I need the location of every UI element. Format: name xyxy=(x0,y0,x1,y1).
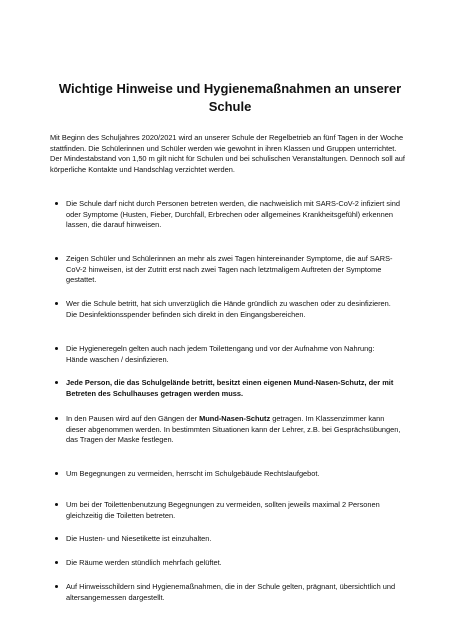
list-item xyxy=(66,344,406,365)
list-item xyxy=(66,500,406,521)
list-item xyxy=(66,469,406,480)
list-item-text-bold: Mund-Nasen-Schutz xyxy=(199,414,271,423)
list-item-text-wrapper xyxy=(66,344,406,365)
list-item-text: Wer die Schule betritt, hat sich unverzüglich die Hände gründlich zu waschen oder zu desinfizieren. xyxy=(66,299,391,308)
list-item-text: Jede Person, die das Schulgelände betritt, besitzt einen eigenen Mund-Nasen-Schutz, der mit Betreten des Schulhauses getragen werden muss. xyxy=(66,378,394,398)
bullet-icon xyxy=(55,472,58,475)
list-item-text: In den Pausen wird auf den Gängen der xyxy=(66,414,200,423)
bullet-icon xyxy=(55,561,58,564)
list-item xyxy=(66,534,406,545)
list-item xyxy=(66,558,406,569)
list-item xyxy=(66,199,406,231)
list-item xyxy=(66,254,406,286)
list-item-text-secondary: Hände waschen / desinfizieren. xyxy=(66,354,169,364)
list-item-text: Auf Hinweisschildern sind Hygienemaßnahmen, die in der Schule gelten, prägnant, übersichtlich und altersangemessen dargestellt. xyxy=(66,582,396,602)
list-item-text: Die Schule darf nicht durch Personen betreten werden, die nachweislich mit SARS-CoV-2 infiziert sind oder Symptome (Husten, Fieber, Durchfall, Erbrechen oder allgemeines Krankheitsgefühl) erkennen lassen, die darauf hinweisen. xyxy=(66,199,400,230)
list-item-text: Zeigen Schüler und Schülerinnen an mehr als zwei Tagen hintereinander Symptome, die auf SARS-CoV-2 hinweisen, ist der Zutritt erst nach zwei Tagen nach letztmaligem Auftreten der Symptome gestattet. xyxy=(66,254,393,285)
bullet-icon xyxy=(55,257,58,260)
intro-paragraph: Mit Beginn des Schuljahres 2020/2021 wird an unserer Schule der Regelbetrieb an fünf Tagen in der Woche stattfinden. Die Schülerinnen und Schüler werden wie gewohnt in ihren Klassen und Gruppen unterrichtet. Der Mindestabstand von 1,50 m gilt nicht für Schulen und bei schulischen Veranstaltungen. Dennoch soll auf körperliche Kontakte und Handschlag verzichtet werden. xyxy=(50,133,405,174)
list-item-text: Die Hygieneregeln gelten auch nach jedem Toilettengang und vor der Aufnahme von Nahrung: xyxy=(66,344,375,353)
bullet-icon xyxy=(55,202,58,205)
bullet-icon xyxy=(55,585,58,588)
list-item-text-tail: getragen. Im Klassenzimmer kann dieser abgenommen werden. In bestimmten Situationen kann der Lehrer, z.B. bei Gesprächsübungen, das Tragen der Maske festlegen. xyxy=(66,414,401,445)
bullet-icon xyxy=(55,537,58,540)
list-item-text: Um bei der Toilettenbenutzung Begegnungen zu vermeiden, sollten jeweils maximal 2 Personen gleichzeitig die Toiletten betreten. xyxy=(66,500,380,520)
bullet-icon xyxy=(55,417,58,420)
bullet-icon xyxy=(55,381,58,384)
document-title: Wichtige Hinweise und Hygienemaßnahmen an unserer Schule xyxy=(58,81,402,114)
list-item xyxy=(66,299,406,320)
list-item xyxy=(66,582,406,603)
list-item-text-wrapper xyxy=(66,414,406,446)
list-item-text: Die Husten- und Niesetikette ist einzuhalten. xyxy=(66,534,212,543)
list-item-text-secondary: Die Desinfektionsspender befinden sich direkt in den Eingangsbereichen. xyxy=(66,309,306,319)
list-item xyxy=(66,378,406,399)
bullet-icon xyxy=(55,503,58,506)
list-item xyxy=(66,414,406,446)
bullet-icon xyxy=(55,302,58,305)
list-item-text: Die Räume werden stündlich mehrfach gelüftet. xyxy=(66,558,222,567)
list-item-text: Um Begegnungen zu vermeiden, herrscht im Schulgebäude Rechtslaufgebot. xyxy=(66,469,320,478)
bullet-icon xyxy=(55,347,58,350)
